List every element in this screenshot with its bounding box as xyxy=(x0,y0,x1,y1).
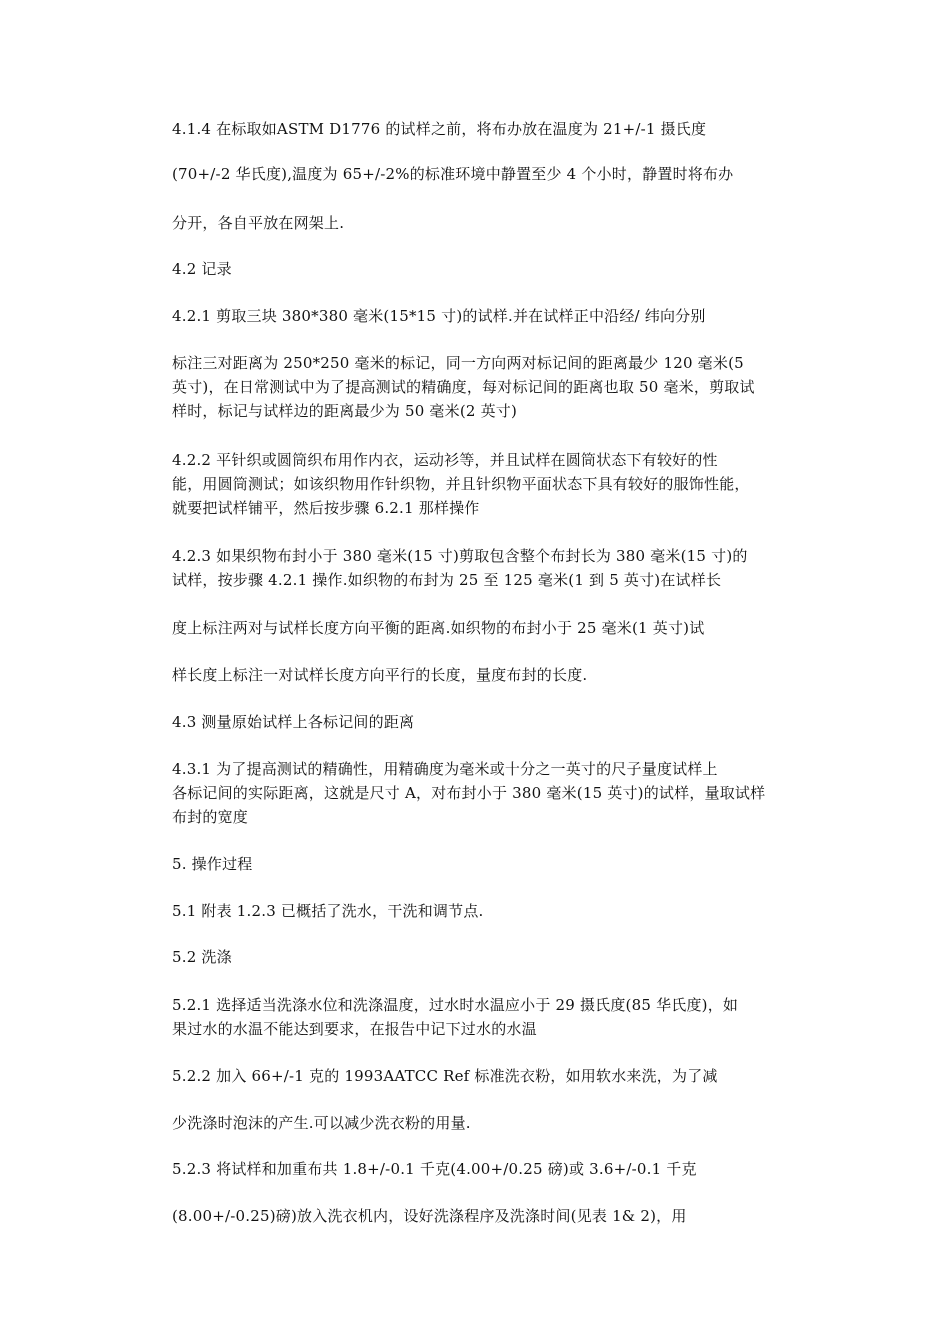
text-line-5-2-1: 5.2.1 选择适当洗涤水位和洗涤温度，过水时水温应小于 29 摄氏度(85 华氏度)，如 xyxy=(172,996,739,1014)
text-line-4-2-2: 4.2.2 平针织或圆筒织布用作内衣，运动衫等，并且试样在圆筒状态下有较好的性 xyxy=(172,451,718,469)
text-line-5-1: 5.1 附表 1.2.3 已概括了洗水，干洗和调节点. xyxy=(172,902,484,920)
section-heading-4-3: 4.3 测量原始试样上各标记间的距离 xyxy=(172,713,415,731)
section-heading-5: 5. 操作过程 xyxy=(172,855,253,873)
section-heading-5-2: 5.2 洗涤 xyxy=(172,948,232,966)
text-line: 标注三对距离为 250*250 毫米的标记，同一方向两对标记间的距离最少 120 毫米(5 xyxy=(172,354,744,372)
text-line: 英寸)，在日常测试中为了提高测试的精确度，每对标记间的距离也取 50 毫米，剪取试 xyxy=(172,378,755,396)
text-line-4-2-1: 4.2.1 剪取三块 380*380 毫米(15*15 寸)的试样.并在试样正中沿经/ 纬向分别 xyxy=(172,307,706,325)
text-line-4-2-3: 4.2.3 如果织物布封小于 380 毫米(15 寸)剪取包含整个布封长为 380 毫米(15 寸)的 xyxy=(172,547,748,565)
text-line: 样时，标记与试样边的距离最少为 50 毫米(2 英寸) xyxy=(172,402,518,420)
text-line-5-2-2: 5.2.2 加入 66+/-1 克的 1993AATCC Ref 标准洗衣粉，如用软水来洗，为了减 xyxy=(172,1067,718,1085)
text-line-4-3-1: 4.3.1 为了提高测试的精确性，用精确度为毫米或十分之一英寸的尺子量度试样上 xyxy=(172,760,718,778)
text-line: (70+/-2 华氏度),温度为 65+/-2%的标准环境中静置至少 4 个小时，静置时将布办 xyxy=(172,165,734,183)
section-heading-4-2: 4.2 记录 xyxy=(172,260,232,278)
text-line-5-2-3: 5.2.3 将试样和加重布共 1.8+/-0.1 千克(4.00+/0.25 磅)或 3.6+/-0.1 千克 xyxy=(172,1160,697,1178)
text-line: 各标记间的实际距离，这就是尺寸 A，对布封小于 380 毫米(15 英寸)的试样，量取试样 xyxy=(172,784,766,802)
text-line: 布封的宽度 xyxy=(172,808,249,826)
text-line: 样长度上标注一对试样长度方向平行的长度，量度布封的长度. xyxy=(172,666,588,684)
text-line-4-1-4: 4.1.4 在标取如ASTM D1776 的试样之前，将布办放在温度为 21+/-1 摄氏度 xyxy=(172,120,707,138)
text-line: 能，用圆筒测试；如该织物用作针织物，并且针织物平面状态下具有较好的服饰性能， xyxy=(172,475,750,493)
text-line: 度上标注两对与试样长度方向平衡的距离.如织物的布封小于 25 毫米(1 英寸)试 xyxy=(172,619,705,637)
text-line: 就要把试样铺平，然后按步骤 6.2.1 那样操作 xyxy=(172,499,480,517)
text-line: 试样，按步骤 4.2.1 操作.如织物的布封为 25 至 125 毫米(1 到 5 英寸)在试样长 xyxy=(172,571,722,589)
text-line: 少洗涤时泡沫的产生.可以减少洗衣粉的用量. xyxy=(172,1114,471,1132)
text-line: 分开，各自平放在网架上. xyxy=(172,214,345,232)
text-line: 果过水的水温不能达到要求，在报告中记下过水的水温 xyxy=(172,1020,537,1038)
text-line: (8.00+/-0.25)磅)放入洗衣机内，设好洗涤程序及洗涤时间(见表 1& 2)，用 xyxy=(172,1207,687,1225)
